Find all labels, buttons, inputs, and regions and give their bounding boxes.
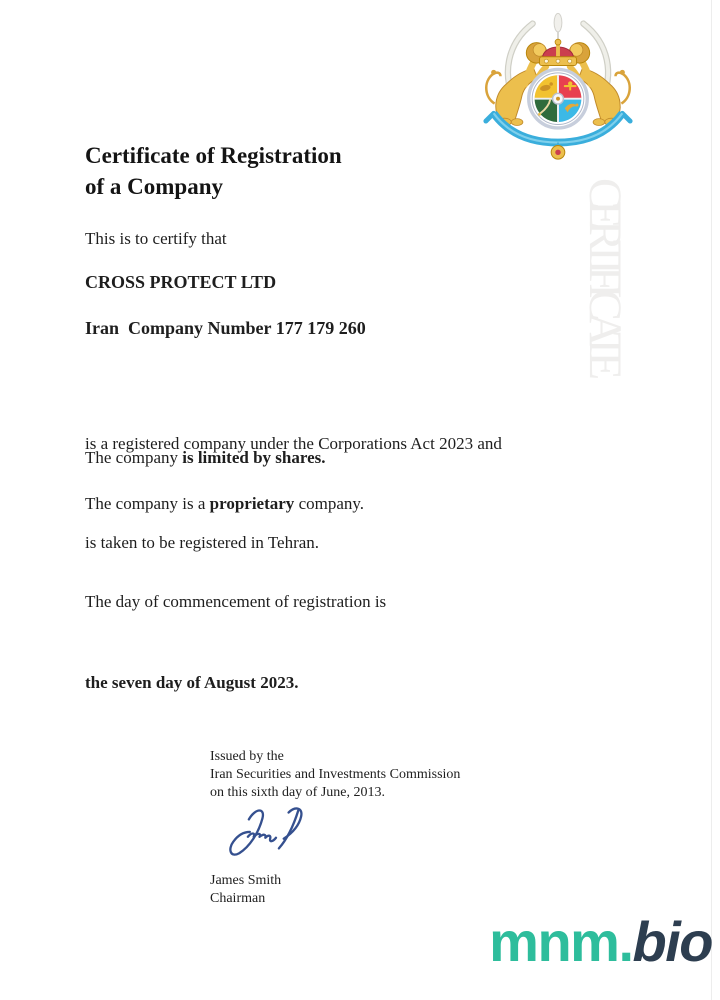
brand-text-secondary: bio xyxy=(632,910,712,973)
page-edge-divider xyxy=(711,0,712,1000)
brand-text-primary: mnm. xyxy=(489,910,633,973)
certificate-watermark: CERTIFICATE xyxy=(579,178,631,372)
company-name: CROSS PROTECT LTD xyxy=(85,272,277,292)
proprietary-line xyxy=(85,490,364,517)
signer-block xyxy=(210,872,281,908)
signer-name: James Smith xyxy=(210,873,282,888)
issue-date-line: on this sixth day of June, 2013. xyxy=(210,785,385,800)
commencement-paragraph xyxy=(85,534,386,750)
brand-logo xyxy=(489,912,712,972)
title-line-1: Certificate of Registration xyxy=(85,143,342,168)
proprietary-suffix: company. xyxy=(294,494,365,513)
limited-prefix: The company xyxy=(85,448,183,467)
shield xyxy=(529,69,588,128)
signature-strokes xyxy=(230,809,301,855)
limited-by-shares-line xyxy=(85,444,326,471)
commencement-line-1: The day of commencement of registration is xyxy=(85,592,387,611)
commission-line: Iran Securities and Investments Commission xyxy=(210,767,461,782)
coat-of-arms-icon xyxy=(480,6,636,166)
registered-line-2: is taken to be registered in Tehran. xyxy=(85,533,320,552)
intro-line: This is to certify that xyxy=(85,229,227,248)
crown-plume xyxy=(554,13,562,43)
issued-by-line: Issued by the xyxy=(210,749,284,764)
company-number: Iran Company Number 177 179 260 xyxy=(85,318,366,338)
limited-bold: is limited by shares. xyxy=(182,448,326,467)
commencement-line-2: the seven day of August 2023. xyxy=(85,673,299,692)
proprietary-prefix: The company is a xyxy=(85,494,210,513)
crown xyxy=(539,39,576,65)
issuer-block xyxy=(210,748,460,802)
registered-line-1: is a registered company under the Corporations Act 2023 and xyxy=(85,434,502,453)
signer-title: Chairman xyxy=(210,891,266,906)
signature-icon xyxy=(216,800,334,860)
proprietary-bold: proprietary xyxy=(209,494,295,513)
title-line-2: of a Company xyxy=(85,174,224,199)
page-title xyxy=(85,140,342,202)
